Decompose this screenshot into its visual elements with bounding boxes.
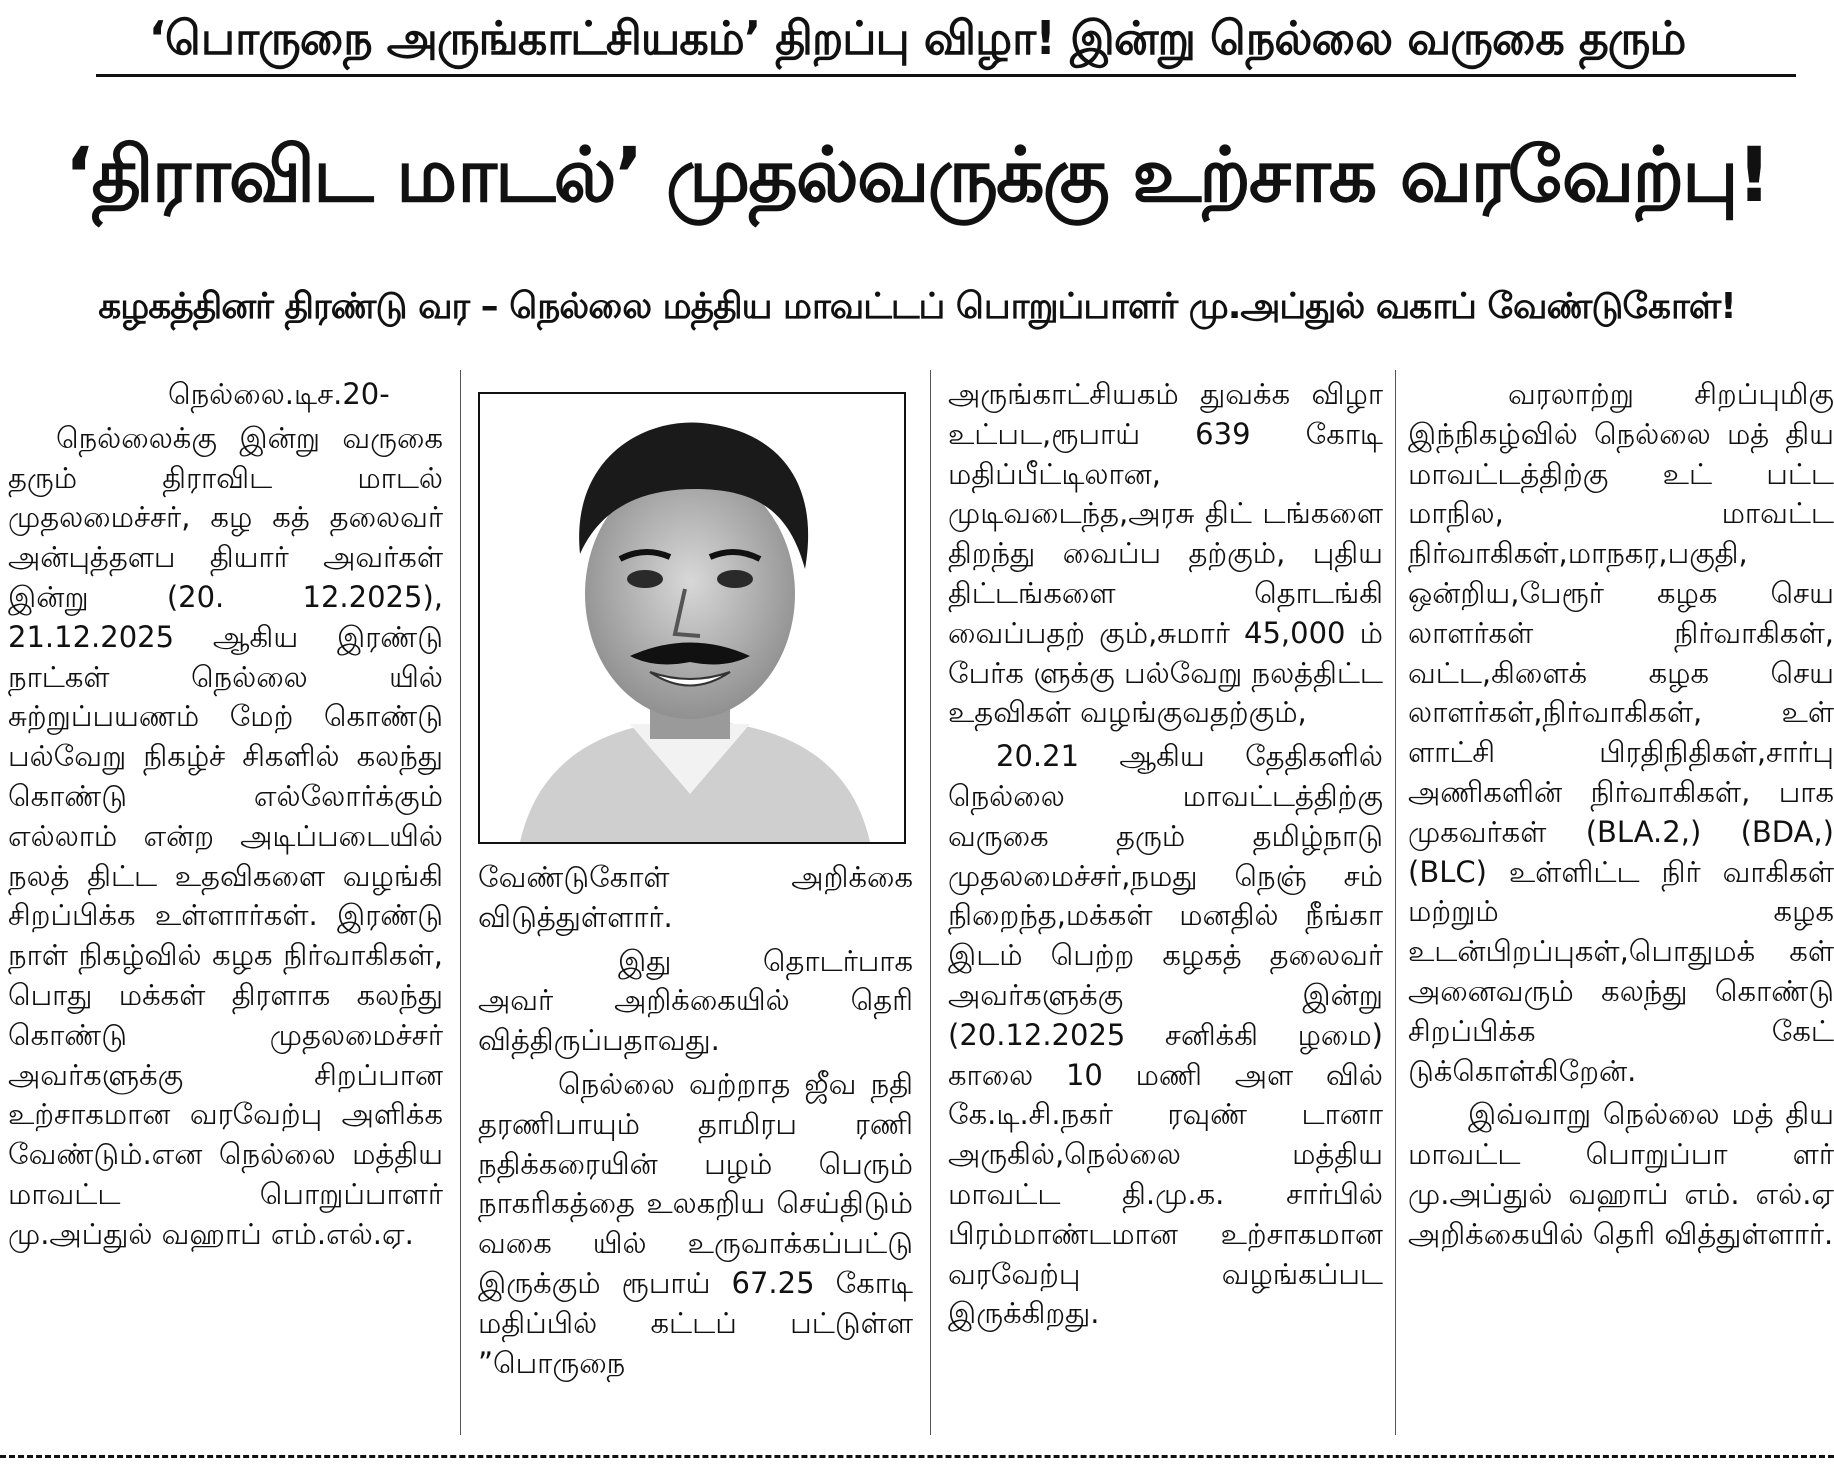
bottom-rule bbox=[0, 1455, 1834, 1458]
headline-rule bbox=[96, 74, 1796, 77]
main-headline: ‘திராவிட மாடல்’ முதல்வருக்கு உற்சாக வரவேற்பு! bbox=[64, 130, 1770, 219]
paragraph: வரலாற்று சிறப்புமிகு இந்நிகழ்வில் நெல்லை மத் திய மாவட்டத்திற்கு உட் பட்ட மாநில, மாவட்ட நிர்வாகிகள்,மாநகர,பகுதி, ஒன்றிய,பேரூர் கழக செய லாளர்கள் நிர்வாகிகள், வட்ட,கிளைக் கழக செய லாளர்கள்,நிர்வாகிகள், உள் ளாட்சி பிரதிநிதிகள்,சார்பு அணிகளின் நிர்வாகிகள், பாக முகவர்கள் (BLA.2,) (BDA,) (BLC) உள்ளிட்ட நிர் வாகிகள் மற்றும் கழக உடன்பிறப்புகள்,பொதுமக் கள் அனைவரும் கலந்து கொண்டு சிறப்பிக்க கேட் டுக்கொள்கிறேன். bbox=[1408, 377, 1834, 1088]
article-column-3 bbox=[948, 375, 1383, 1334]
paragraph: நெல்லைக்கு இன்று வருகை தரும் திராவிட மாடல் முதலமைச்சர், கழ கத் தலைவர் அன்புத்தளப தியார் அவர்கள் இன்று (20. 12.2025), 21.12.2025 ஆகிய இரண்டு நாட்கள் நெல்லை யில் சுற்றுப்பயணம் மேற் கொண்டு பல்வேறு நிகழ்ச் சிகளில் கலந்து கொண்டு எல்லோர்க்கும் எல்லாம் என்ற அடிப்படையில் நலத் திட்ட உதவிகளை வழங்கி சிறப்பிக்க உள்ளார்கள். இரண்டு நாள் நிகழ்வில் கழக நிர்வாகிகள், பொது மக்கள் திரளாக கலந்து கொண்டு முதலமைச்சர் அவர்களுக்கு சிறப்பான உற்சாகமான வரவேற்பு அளிக்க வேண்டும்.என நெல்லை மத்திய மாவட்ட பொறுப்பாளர் மு.அப்துல் வஹாப் எம்.எல்.ஏ. bbox=[8, 420, 443, 1251]
column-divider bbox=[1395, 370, 1396, 1435]
portrait-image bbox=[480, 394, 904, 842]
paragraph: வேண்டுகோள் அறிக்கை விடுத்துள்ளார். bbox=[478, 860, 913, 934]
paragraph: அருங்காட்சியகம் துவக்க விழா உட்பட,ரூபாய் 639 கோடி மதிப்பீட்டிலான, முடிவடைந்த,அரசு திட் டங்களை திறந்து வைப்ப தற்கும், புதிய திட்டங்களை தொடங்கி வைப்பதற் கும்,சுமார் 45,000 ம் பேர்க ளுக்கு பல்வேறு நலத்திட்ட உதவிகள் வழங்குவதற்கும், bbox=[948, 377, 1383, 730]
kicker-headline: ‘பொருநை அருங்காட்சியகம்’ திறப்பு விழா! இன்று நெல்லை வருகை தரும் bbox=[148, 11, 1686, 65]
paragraph: நெல்லை வற்றாத ஜீவ நதி தரணிபாயும் தாமிரப ரணி நதிக்கரையின் பழம் பெரும் நாகரிகத்தை உலகறிய செய்திடும் வகை யில் உருவாக்கப்பட்டு இருக்கும் ரூபாய் 67.25 கோடி மதிப்பில் கட்டப் பட்டுள்ள ”பொருநை bbox=[478, 1066, 913, 1380]
column-divider bbox=[460, 370, 461, 1435]
portrait-photo bbox=[478, 392, 906, 844]
article-column-4 bbox=[1408, 375, 1834, 1255]
article-column-1 bbox=[8, 375, 443, 1255]
dateline: நெல்லை.டிச.20- bbox=[168, 377, 390, 411]
paragraph: 20.21 ஆகிய தேதிகளில் நெல்லை மாவட்டத்திற்கு வருகை தரும் தமிழ்நாடு முதலமைச்சர்,நமது நெஞ் சம் நிறைந்த,மக்கள் மனதில் நீங்கா இடம் பெற்ற கழகத் தலைவர் அவர்களுக்கு இன்று (20.12.2025 சனிக்கி ழமை) காலை 10 மணி அள வில் கே.டி.சி.நகர் ரவுண் டானா அருகில்,நெல்லை மத்திய மாவட்ட தி.மு.க. சார்பில் பிரம்மாண்டமான உற்சாகமான வரவேற்பு வழங்கப்பட இருக்கிறது. bbox=[948, 739, 1383, 1331]
article-column-2 bbox=[478, 858, 913, 1383]
paragraph: இவ்வாறு நெல்லை மத் திய மாவட்ட பொறுப்பா ளர் மு.அப்துல் வஹாப் எம். எல்.ஏ அறிக்கையில் தெரி வித்துள்ளார். bbox=[1408, 1097, 1834, 1251]
paragraph: இது தொடர்பாக அவர் அறிக்கையில் தெரி வித்திருப்பதாவது. bbox=[478, 943, 913, 1058]
sub-headline: கழகத்தினர் திரண்டு வர – நெல்லை மத்திய மாவட்டப் பொறுப்பாளர் மு.அப்துல் வகாப் வேண்டுகோள்! bbox=[98, 286, 1736, 327]
column-divider bbox=[930, 370, 931, 1435]
